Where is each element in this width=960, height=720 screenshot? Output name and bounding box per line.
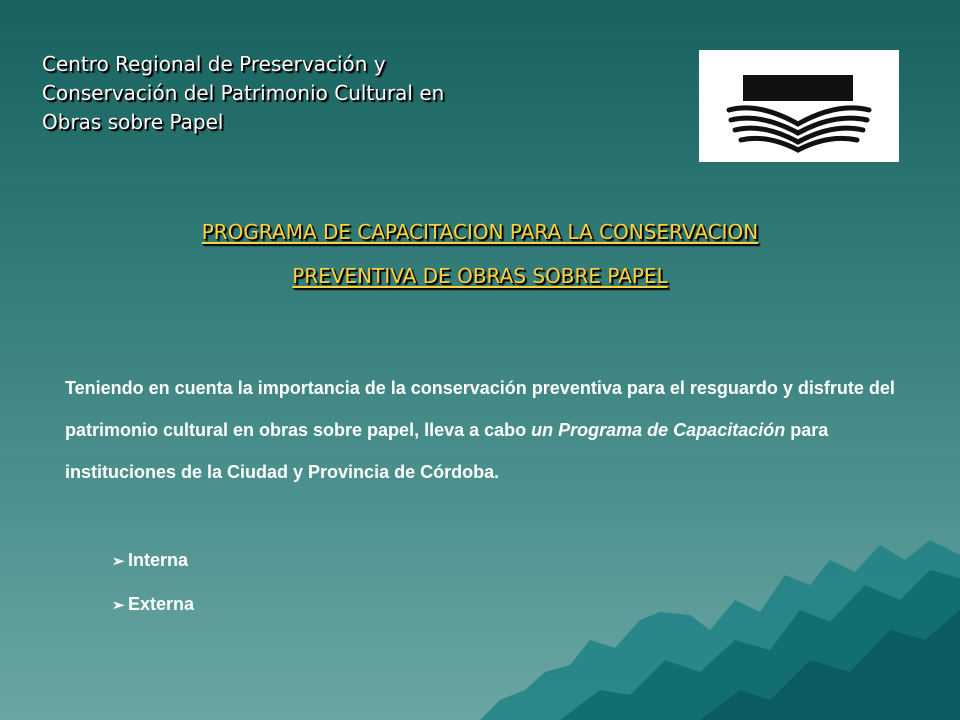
bullet-label: Interna: [128, 550, 189, 570]
description: [65, 367, 905, 493]
organization-title: [42, 50, 642, 137]
logo: [699, 50, 899, 162]
description-paragraph: [65, 367, 905, 493]
description-text-start: Teniendo en cuenta la importancia de la conservación preventiva para el resguardo y disfrute del patrimonio cultural en obras sobre papel, lleva a cabo: [65, 378, 895, 440]
organization-title-line-2: Conservación del Patrimonio Cultural en: [42, 81, 445, 105]
description-emphasis: un Programa de Capacitación: [531, 420, 786, 440]
bullet-item-interna: [112, 539, 194, 583]
program-title: [40, 210, 920, 298]
organization-title-line-1: Centro Regional de Preservación y: [42, 52, 386, 76]
organization-title-line-3: Obras sobre Papel: [42, 110, 224, 134]
program-title-line-2: PREVENTIVA DE OBRAS SOBRE PAPEL: [292, 264, 668, 288]
description-text-end: para instituciones de la Ciudad y Provincia de Córdoba.: [65, 420, 829, 482]
arrow-bullet-icon: ➢: [112, 553, 125, 570]
bullet-item-externa: [112, 583, 194, 627]
program-title-line-1: PROGRAMA DE CAPACITACION PARA LA CONSERVACION: [201, 220, 759, 244]
bullet-list: [112, 539, 194, 627]
open-book-logo-icon: [699, 50, 899, 162]
bullet-label: Externa: [128, 594, 195, 614]
arrow-bullet-icon: ➢: [112, 597, 125, 614]
